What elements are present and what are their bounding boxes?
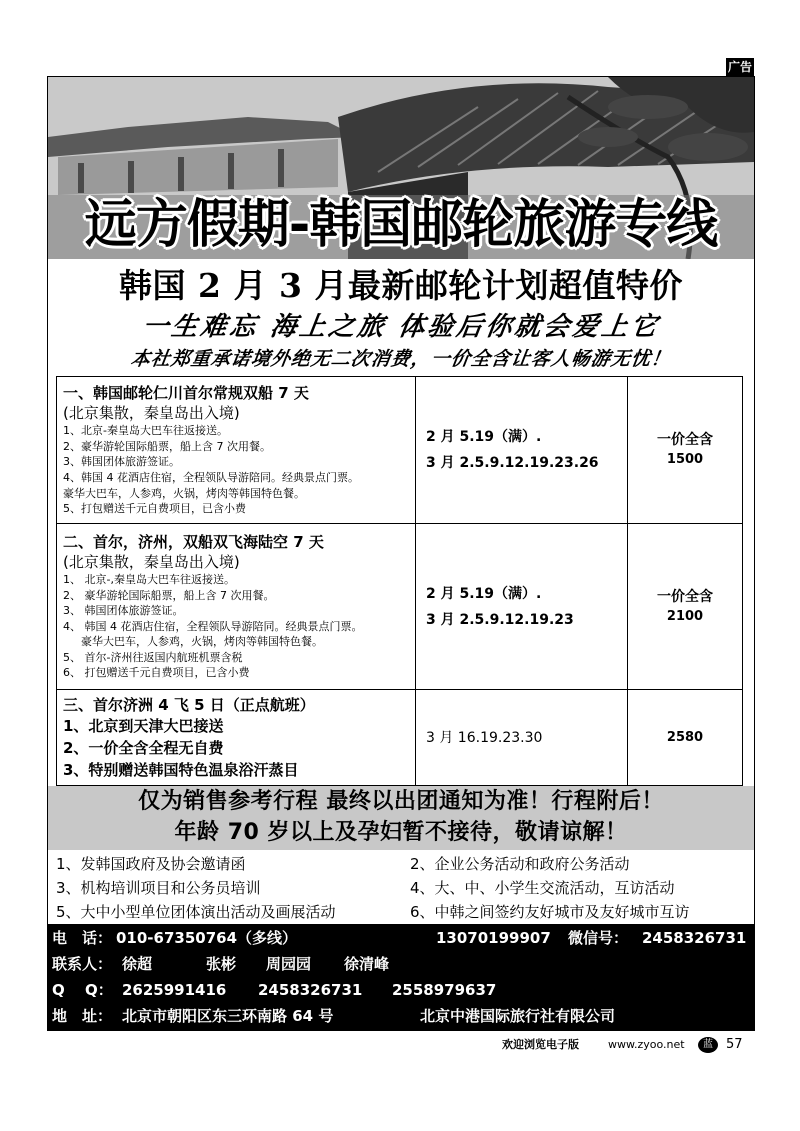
qq-number: 2558979637 [392,981,497,999]
service-item: 4、大、中、小学生交流活动，互访活动 [410,879,675,897]
dates-cell [416,524,628,690]
hero-title: 远方假期-韩国邮轮旅游专线 [84,195,718,255]
address-label: 地 址： [52,1007,113,1025]
promise-text: 本社郑重承诺境外绝无二次消费，一价全含让客人畅游无忧！ [129,348,673,370]
route-item: 豪华大巴车，人参鸡，火锅，烤肉等韩国特色餐。 [63,486,305,500]
route-item: 4、韩国 4 花酒店住宿，全程领队导游陪同。经典景点门票。 [63,471,359,484]
date-line: 2 月 5.19（满）. [426,429,542,445]
contact-person: 徐清峰 [344,955,390,973]
date-line: 3 月 2.5.9.12.19.23 [426,611,574,628]
publisher-logo-icon: 蓝 [698,1037,718,1053]
route-title: 三、首尔济洲 4 飞 5 日（正点航班） [63,695,315,714]
service-item: 6、中韩之间签约友好城市及友好城市互访 [410,903,690,921]
date-line: 2 月 5.19（满）. [426,585,542,602]
price-cell [628,690,743,786]
page-footer [476,1036,756,1054]
price-value: 1500 [666,452,704,467]
route-item: 1、 北京-,秦皇岛大巴车往返接送。 [63,572,235,586]
contact-person: 徐超 [122,955,153,973]
route-item: 2、豪华游轮国际船票，船上含 7 次用餐。 [63,439,271,453]
contacts-label: 联系人： [52,955,113,973]
promo-subtitle: 韩国 2 月 3 月最新邮轮计划超值特价 [119,266,683,305]
dates-cell [416,690,628,786]
footer-caption: 欢迎浏览电子版 [502,1038,579,1051]
address-text: 北京市朝阳区东三环南路 64 号 [122,1007,334,1025]
route-item: 6、 打包赠送千元自费项目，已含小费 [63,666,250,680]
notice-banner [48,786,754,850]
route-item: 3、韩国团体旅游签证。 [63,455,180,469]
route-item: 3、特别赠送韩国特色温泉浴汗蒸目 [63,760,299,779]
route-cell [57,377,416,524]
table-row [57,377,743,524]
service-item: 5、大中小型单位团体演出活动及画展活动 [56,903,336,921]
date-line: 3 月 16.19.23.30 [426,729,543,746]
qq-label: Q Q： [52,981,113,999]
price-cell [628,377,743,524]
route-cell [57,524,416,690]
price-label: 一价全含 [657,432,713,448]
service-item: 2、企业公务活动和政府公务活动 [410,855,630,873]
route-item: 1、北京-秦皇岛大巴车往返接送。 [63,424,228,438]
dates-cell [416,377,628,524]
company-name: 北京中港国际旅行社有限公司 [420,1007,616,1025]
route-title: 二、首尔，济州，双船双飞海陆空 7 天 [63,532,324,551]
notice-line: 年龄 70 岁以上及孕妇暂不接待，敬请谅解！ [174,820,628,845]
price-cell [628,524,743,690]
contact-person: 周园园 [266,955,312,973]
qq-number: 2625991416 [122,981,227,999]
footer-url[interactable]: www.zyoo.net [608,1038,685,1051]
phone-number: 010-67350764（多线） [116,929,298,947]
itinerary-table [56,376,743,786]
mobile-number: 13070199907 [436,929,551,947]
route-subtitle: (北京集散，秦皇岛出入境) [63,552,240,571]
route-item: 2、 豪华游轮国际船票，船上含 7 次用餐。 [63,588,275,602]
price-value: 2580 [666,729,704,745]
wechat-label: 微信号： [568,929,629,947]
date-line: 3 月 2.5.9.12.19.23.26 [426,455,599,471]
route-item: 豪华大巴车，人参鸡，火锅，烤肉等韩国特色餐。 [81,635,323,649]
route-item: 3、 韩国团体旅游签证。 [63,604,184,618]
slogan: 一生难忘 海上之旅 体验后你就会爱上它 [140,312,662,342]
page-number: 57 [726,1037,743,1052]
contact-panel [48,924,754,1030]
service-item: 3、机构培训项目和公务员培训 [56,879,261,897]
table-row [57,690,743,786]
route-item: 1、北京到天津大巴接送 [63,716,224,735]
route-cell [57,690,416,786]
route-item: 5、打包赠送千元自费项目，已含小费 [63,502,246,516]
notice-line: 仅为销售参考行程 最终以出团通知为准！行程附后！ [138,789,664,814]
route-item: 5、 首尔-济州往返国内航班机票含税 [63,650,243,664]
route-title: 一、韩国邮轮仁川首尔常规双船 7 天 [63,384,309,403]
hero-banner [48,77,754,259]
route-item: 2、一价全含全程无自费 [63,738,224,757]
ad-tag: 广告 [727,60,752,74]
wechat-id: 2458326731 [642,929,747,947]
service-item: 1、发韩国政府及协会邀请函 [56,855,246,873]
route-item: 4、 韩国 4 花酒店住宿，全程领队导游陪同。经典景点门票。 [63,619,363,633]
price-value: 2100 [666,608,704,624]
route-subtitle: (北京集散，秦皇岛出入境) [63,404,240,423]
table-row [57,524,743,690]
price-label: 一价全含 [657,588,713,605]
qq-number: 2458326731 [258,981,363,999]
phone-label: 电 话： [52,929,113,947]
contact-person: 张彬 [206,955,237,973]
